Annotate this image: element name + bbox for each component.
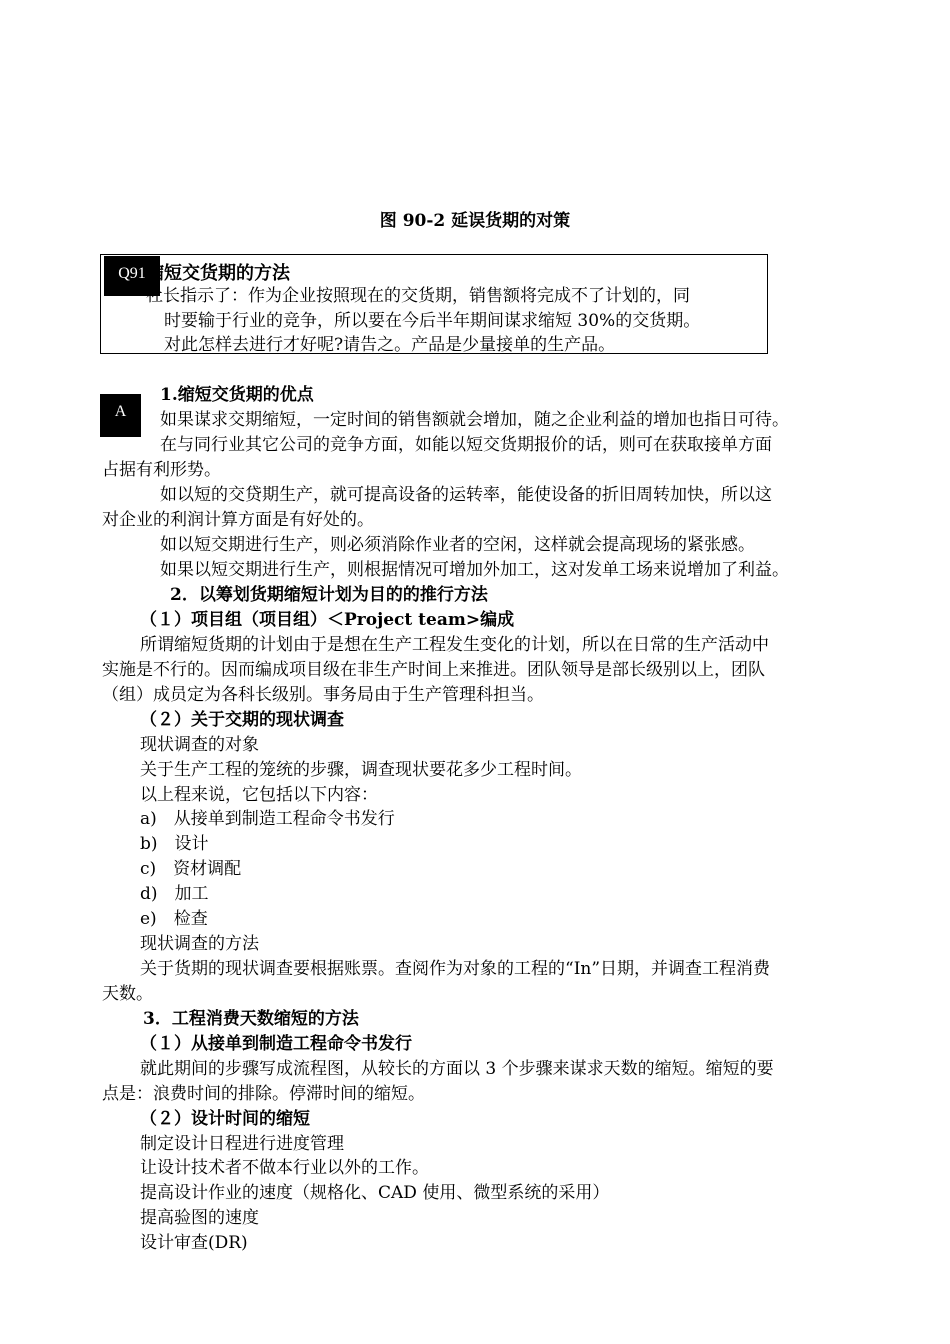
list-item: d) 加工 bbox=[140, 884, 209, 904]
paragraph-line: 如果谋求交期缩短，一定时间的销售额就会增加，随之企业利益的增加也指日可待。 bbox=[160, 410, 789, 430]
paragraph-line: 制定设计日程进行进度管理 bbox=[140, 1134, 344, 1154]
paragraph-line: 如果以短交期进行生产，则根据情况可增加外加工，这对发单工场来说增加了利益。 bbox=[160, 560, 789, 580]
paragraph-line: （组）成员定为各科长级别。事务局由于生产管理科担当。 bbox=[102, 685, 544, 705]
list-item: b) 设计 bbox=[140, 834, 209, 854]
question-line: 对此怎样去进行才好呢?请告之。产品是少量接单的生产品。 bbox=[164, 335, 616, 355]
paragraph-line: 关于生产工程的笼统的步骤，调查现状要花多少工程时间。 bbox=[140, 760, 582, 780]
subsection-heading: （１）项目组（项目组）＜Project team>编成 bbox=[140, 610, 515, 630]
paragraph-line: 提高设计作业的速度（规格化、CAD 使用、微型系统的采用） bbox=[140, 1183, 610, 1203]
paragraph-line: 实施是不行的。因而编成项目级在非生产时间上来推进。团队领导是部长级别以上，团队 bbox=[102, 660, 765, 680]
paragraph-line: 天数。 bbox=[102, 984, 153, 1004]
paragraph-line: 让设计技术者不做本行业以外的工作。 bbox=[140, 1158, 429, 1178]
paragraph-line: 如以短交期进行生产，则必须消除作业者的空闲，这样就会提高现场的紧张感。 bbox=[160, 535, 755, 555]
answer-badge: A bbox=[100, 394, 141, 437]
section-heading: 3．工程消费天数缩短的方法 bbox=[143, 1009, 359, 1029]
paragraph-line: 所谓缩短货期的计划由于是想在生产工程发生变化的计划，所以在日常的生产活动中 bbox=[140, 635, 769, 655]
paragraph-line: 设计审查(DR) bbox=[140, 1233, 248, 1253]
paragraph-line: 点是：浪费时间的排除。停滞时间的缩短。 bbox=[102, 1084, 425, 1104]
paragraph-line: 如以短的交贷期生产，就可提高设备的运转率，能使设备的折旧周转加快，所以这 bbox=[160, 485, 772, 505]
figure-caption: 图 90-2 延误货期的对策 bbox=[379, 211, 571, 231]
list-item: a) 从接单到制造工程命令书发行 bbox=[140, 809, 395, 829]
subsection-heading: （１）从接单到制造工程命令书发行 bbox=[140, 1034, 412, 1054]
paragraph-line: 占据有利形势。 bbox=[102, 460, 221, 480]
question-line: 社长指示了：作为企业按照现在的交货期，销售额将完成不了计划的，同 bbox=[146, 286, 690, 306]
paragraph-line: 现状调查的方法 bbox=[140, 934, 259, 954]
question-badge: Q91 bbox=[104, 256, 160, 296]
question-line: 时要输于行业的竞争，所以要在今后半年期间谋求缩短 30%的交货期。 bbox=[164, 311, 701, 331]
paragraph-line: 就此期间的步骤写成流程图，从较长的方面以 3 个步骤来谋求天数的缩短。缩短的要 bbox=[140, 1059, 774, 1079]
paragraph-line: 在与同行业其它公司的竞争方面，如能以短交货期报价的话，则可在获取接单方面 bbox=[160, 435, 772, 455]
paragraph-line: 提高验图的速度 bbox=[140, 1208, 259, 1228]
paragraph-line: 现状调查的对象 bbox=[140, 735, 259, 755]
paragraph-line: 关于货期的现状调查要根据账票。查阅作为对象的工程的“In”日期，并调查工程消费 bbox=[140, 959, 771, 979]
list-item: e) 检查 bbox=[140, 909, 208, 929]
section-heading: 2．以筹划货期缩短计划为目的的推行方法 bbox=[170, 585, 488, 605]
section-heading: 1.缩短交货期的优点 bbox=[160, 385, 314, 405]
question-title: 缩短交货期的方法 bbox=[146, 263, 290, 284]
subsection-heading: （２）关于交期的现状调查 bbox=[140, 710, 344, 730]
paragraph-line: 对企业的利润计算方面是有好处的。 bbox=[102, 510, 374, 530]
paragraph-line: 以上程来说，它包括以下内容： bbox=[140, 785, 378, 805]
subsection-heading: （２）设计时间的缩短 bbox=[140, 1109, 310, 1129]
list-item: c) 资材调配 bbox=[140, 859, 242, 879]
